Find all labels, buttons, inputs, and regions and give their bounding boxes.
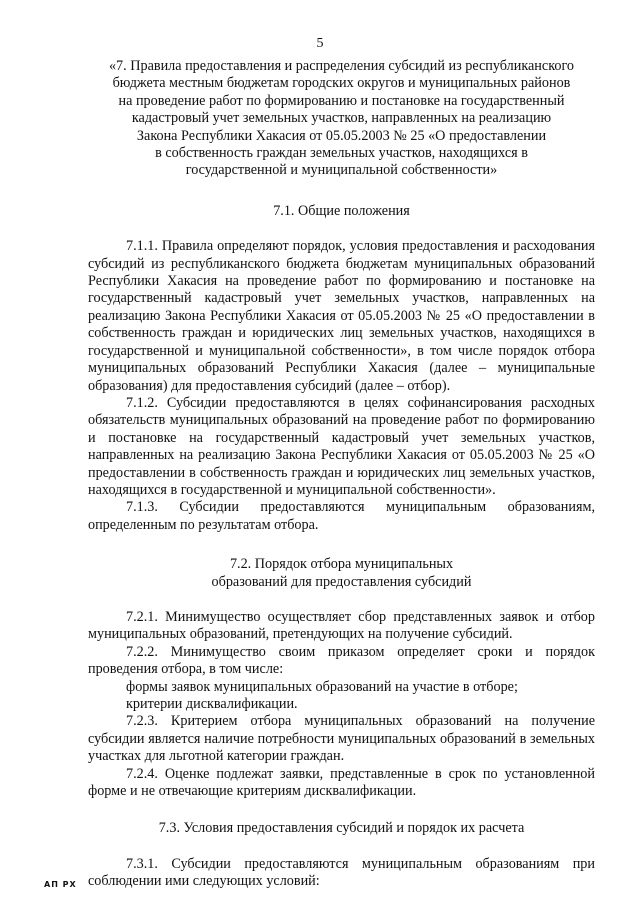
section-heading-7-3 [88, 820, 595, 837]
title-line: в собственность граждан земельных участков, находящихся в [155, 145, 528, 162]
page-number: 5 [316, 36, 324, 51]
title-line: государственной и муниципальной собственности» [185, 162, 498, 179]
title-line: Закона Республики Хакасия от 05.05.2003 № 25 «О предоставлении [136, 127, 547, 144]
paragraph-7-1-1: 7.1.1. Правила определяют порядок, условия предоставления и расходования субсидий из республиканского бюджета бюджетам муниципальных образований Республики Хакасия на проведение работ по формированию и постановке на государственный кадастровый учет земельных участков, направленных на реализацию Закона Республики Хакасия от 05.05.2003 № 25 «О предоставлении в собственность граждан и юридических лиц земельных участков, находящихся в государственной и муниципальной собственности», в том числе порядок отбора муниципальных образований Республики Хакасия (далее – муниципальные образования) для предоставления субсидий (далее – отбор). [88, 238, 595, 394]
title-line: бюджета местным бюджетам городских округов и муниципальных районов [112, 75, 571, 92]
section-heading-text: 7.3. Условия предоставления субсидий и порядок их расчета [158, 820, 525, 837]
title-line: на проведение работ по формированию и постановке на государственный [118, 92, 565, 109]
paragraph-7-3-1: 7.3.1. Субсидии предоставляются муниципальным образованиям при соблюдении ими следующих условий: [88, 855, 595, 890]
section-heading-text: 7.1. Общие положения [273, 202, 410, 219]
paragraph-7-1-2: 7.1.2. Субсидии предоставляются в целях софинансирования расходных обязательств муниципальных образований на проведение работ по формированию и постановке на государственный кадастровый учет земельных участков, направленных на реализацию Закона Республики Хакасия от 05.05.2003 № 25 «О предоставлении в собственность граждан и юридических лиц земельных участков, находящихся в государственной и муниципальной собственности». [88, 394, 595, 498]
section-heading-7-2 [88, 556, 595, 591]
paragraph-7-1-3: 7.1.3. Субсидии предоставляются муниципальным образованиям, определенным по результатам отбора. [88, 499, 595, 533]
list-item: критерии дисквалификации. [126, 696, 298, 712]
paragraph-7-2-3: 7.2.3. Критерием отбора муниципальных образований на получение субсидии является наличие потребности муниципальных образований в земельных участках для льготной категории граждан. [88, 713, 595, 765]
section-heading-line: 7.2. Порядок отбора муниципальных [229, 556, 454, 573]
document-body [88, 58, 595, 891]
section-heading-7-1 [88, 203, 595, 220]
title-line: «7. Правила предоставления и распределения субсидий из республиканского [108, 58, 575, 74]
paragraph-7-2-4: 7.2.4. Оценке подлежат заявки, представленные в срок по установленной форме и не отвечающие критериям дисквалификации. [88, 765, 595, 800]
paragraph-7-2-2: 7.2.2. Минимущество своим приказом определяет сроки и порядок проведения отбора, в том числе: [88, 643, 595, 678]
list-item: формы заявок муниципальных образований на участие в отборе; [126, 678, 518, 695]
title-line: кадастровый учет земельных участков, направленных на реализацию [131, 110, 552, 127]
paragraph-7-2-1: 7.2.1. Минимущество осуществляет сбор представленных заявок и отбор муниципальных образований, претендующих на получение субсидий. [88, 608, 595, 643]
footer-stamp: АП РХ [44, 880, 77, 889]
document-title [88, 58, 595, 180]
section-heading-line: образований для предоставления субсидий [211, 573, 472, 590]
